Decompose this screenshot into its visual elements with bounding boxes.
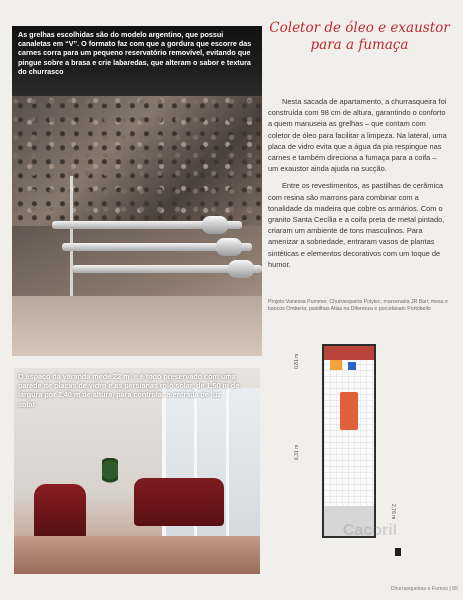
body-paragraph: Nesta sacada de apartamento, a churrasqueira foi construída com 98 cm de altura, garantindo o conforto a quem manuseia as grelhas – que contam com coletor de óleo para facilitar a limpeza. Na lateral, uma placa de vidro evita que a água da pia respingue nas carnes e também direciona a fumaça para a coifa – um exaustor ainda ajuda na sucção. — [268, 97, 447, 174]
balcony-photo — [14, 368, 260, 574]
skewer-handle — [202, 216, 228, 234]
dimension-label: 6,31 m — [294, 444, 300, 460]
article-headline — [262, 20, 457, 54]
headline-line-1: Coletor de óleo e exaustor — [269, 20, 450, 36]
plan-barbecue-area — [324, 346, 374, 360]
skewer-handle — [228, 260, 254, 278]
terracotta-floor — [14, 536, 260, 574]
plan-drawing — [322, 344, 376, 538]
top-photo-caption: As grelhas escolhidas são do modelo argentino, que possui canaletas em “V”. O formato faz com que a gordura que escorre das carnes corra para um pequeno reservatório removível, evitando que pingue sobre a brasa e crie labaredas, que alteram o sabor e textura do churrasco — [18, 30, 252, 76]
watermark: Cacoril — [342, 522, 398, 539]
topiary-plant — [102, 458, 118, 498]
barbecue-photo — [12, 26, 262, 356]
red-bench — [134, 478, 224, 526]
granite-counter — [12, 296, 262, 356]
page-marker — [395, 548, 401, 556]
project-credits: Projeto Vanessa Pummer. Churrasqueira Polytec; marcenaria JR Bari; mesa e bancos Omberia; pastilhas Atlas na Diferenza e porcelanato Portobello — [268, 299, 448, 312]
granite-wall — [12, 96, 262, 226]
dimension-label: 2,76 m — [390, 504, 396, 520]
floor-plan — [292, 336, 396, 548]
plan-table — [340, 392, 358, 430]
dimension-label: 0,81 m — [294, 353, 300, 369]
plan-sink — [348, 362, 356, 370]
body-paragraph: Entre os revestimentos, as pastilhas de cerâmica com resina são marrons para combinar com a tonalidade da madeira que cobre os armários. Com o granito Santa Cecília e a coifa preta de metal pintado, criaram um ambiente de tons masculinos. Para amenizar a sobriedade, entraram vasos de plantas sintéticas e elementos decorativos com um toque de humor. — [268, 181, 445, 269]
wicker-chair — [34, 484, 86, 544]
skewer-rack — [52, 221, 262, 301]
article-body — [268, 96, 448, 276]
page-footer: Churrasqueiras e Fornos | 65 — [390, 586, 458, 592]
bottom-photo-caption: O espaço da varanda mede 22 m² e é todo preservado com uma parede de placas de vidro e as persianas rolô solar, de 1,50 m de largura por 2,40 m de altura, para controlar a entrada de luz solar — [18, 372, 240, 409]
headline-line-2: para a fumaça — [310, 37, 409, 53]
plan-cabinet — [330, 360, 342, 370]
skewer-handle — [216, 238, 242, 256]
